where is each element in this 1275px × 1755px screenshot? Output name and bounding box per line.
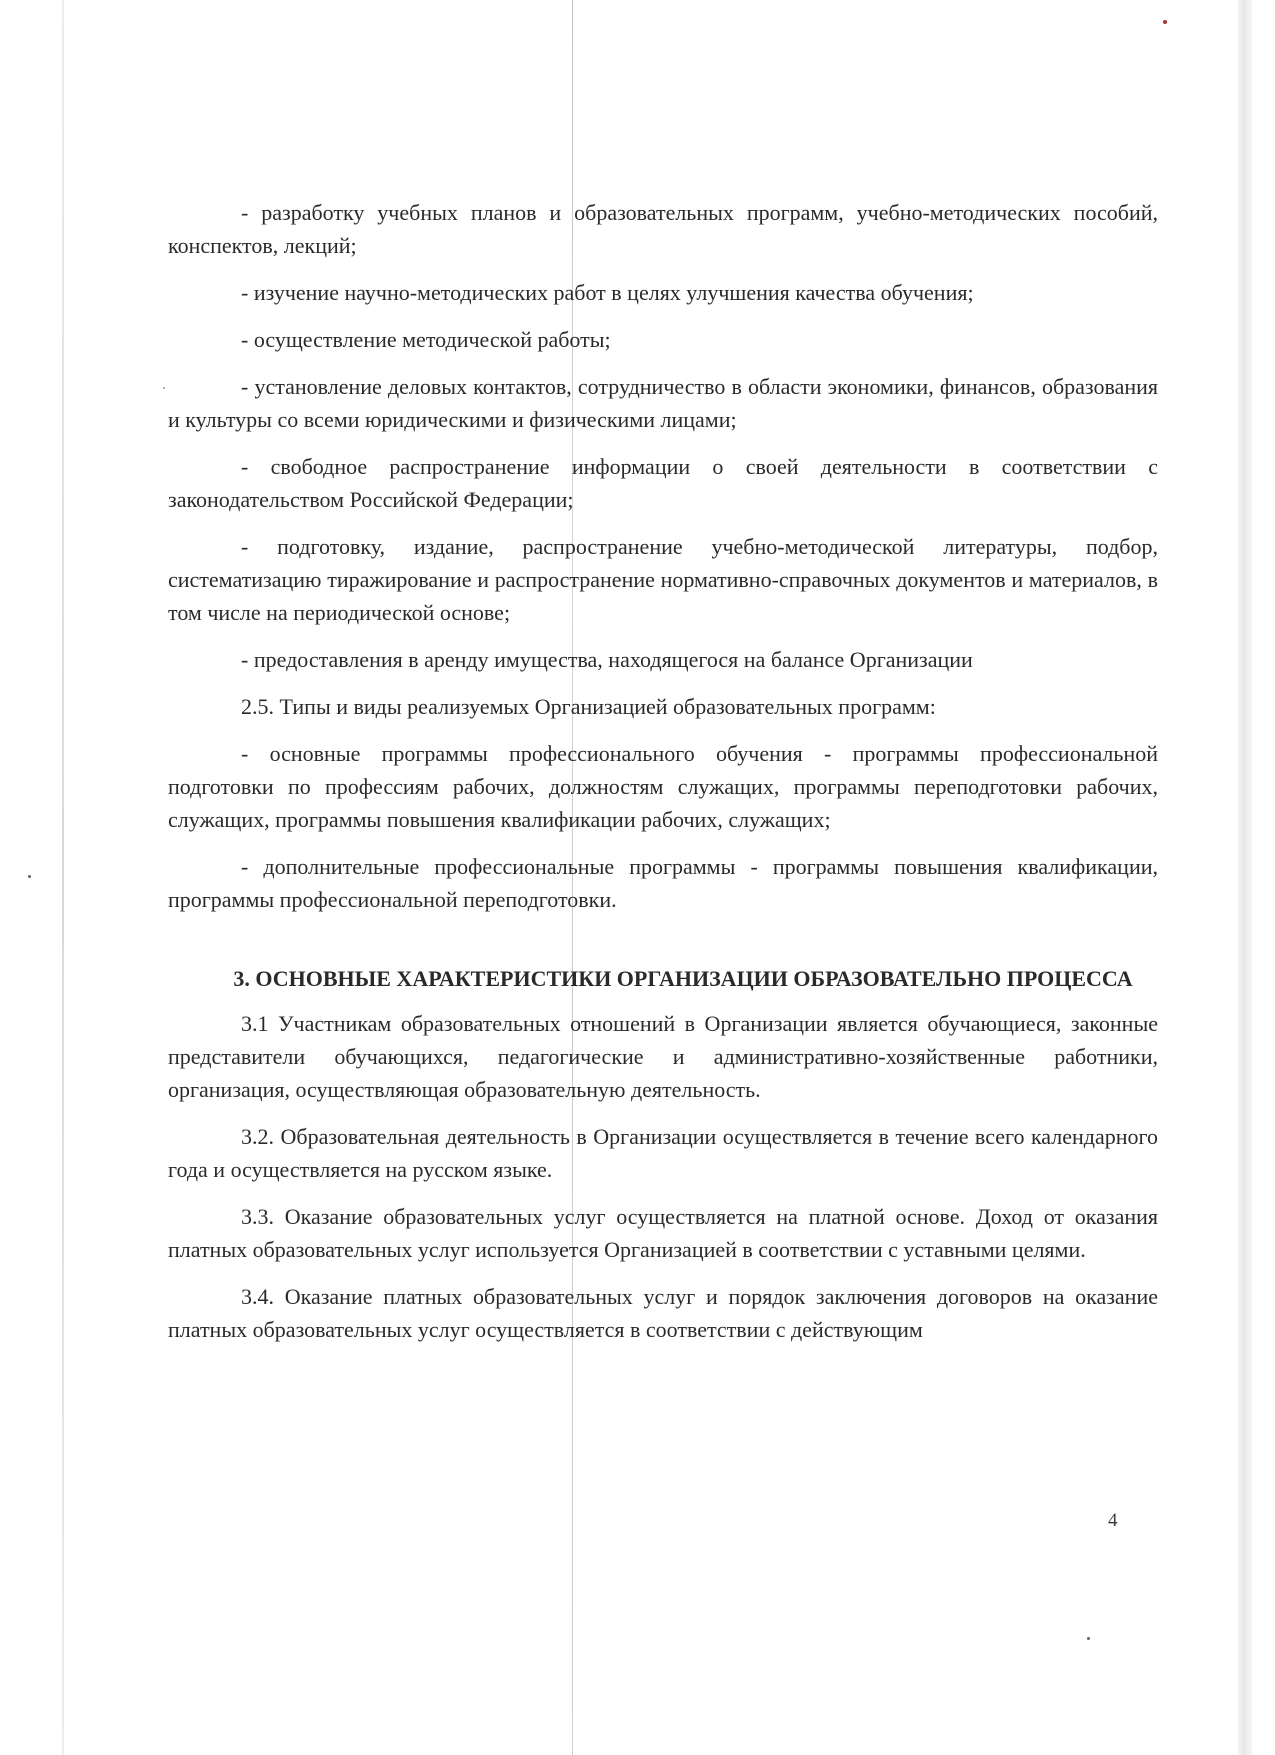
paragraph-curriculum-development: - разработку учебных планов и образовательных программ, учебно-методических пособий, конспектов, лекций; <box>168 200 1158 258</box>
scan-edge-left <box>62 0 64 1755</box>
paragraph-3-3: 3.3. Оказание образовательных услуг осуществляется на платной основе. Доход от оказания платных образовательных услуг используется Организацией в соответствии с уставными целями. <box>168 1204 1158 1262</box>
paragraph-publishing: - подготовку, издание, распространение учебно-методической литературы, подбор, систематизацию тиражирование и распространение нормативно-справочных документов и материалов, в том числе на периодической основе; <box>168 534 1158 625</box>
section-title: 3. ОСНОВНЫЕ ХАРАКТЕРИСТИКИ ОРГАНИЗАЦИИ ОБРАЗОВАТЕЛЬНО ПРОЦЕССА <box>233 966 1133 991</box>
paragraph-methodological-work: - осуществление методической работы; <box>241 327 611 352</box>
paragraph-program-types: 2.5. Типы и виды реализуемых Организацией образовательных программ: <box>241 694 936 719</box>
scan-speck <box>1163 20 1167 24</box>
paragraph-3-1: 3.1 Участникам образовательных отношений в Организации является обучающиеся, законные представители обучающихся, педагогические и административно-хозяйственные работники, организация, осуществляющая образовательную деятельность. <box>168 1011 1158 1102</box>
paragraph-3-4: 3.4. Оказание платных образовательных услуг и порядок заключения договоров на оказание платных образовательных услуг осуществляется в соответствии с действующим <box>168 1284 1158 1342</box>
scan-speck <box>1087 1637 1090 1640</box>
paragraph-additional-programs: - дополнительные профессиональные программы - программы повышения квалификации, программы профессиональной переподготовки. <box>168 854 1158 912</box>
paragraph-basic-programs: - основные программы профессионального обучения - программы профессиональной подготовки по профессиям рабочих, должностям служащих, программы переподготовки рабочих, служащих, программы повышения квалификации рабочих, служащих; <box>168 741 1158 832</box>
paragraph-information-distribution: - свободное распространение информации о своей деятельности в соответствии с законодательством Российской Федерации; <box>168 454 1158 512</box>
paragraph-methodological-study: - изучение научно-методических работ в целях улучшения качества обучения; <box>241 280 974 305</box>
paragraph-business-contacts: - установление деловых контактов, сотрудничество в области экономики, финансов, образования и культуры со всеми юридическими и физическими лицами; <box>168 374 1158 432</box>
paragraph-property-lease: - предоставления в аренду имущества, находящегося на балансе Организации <box>241 647 973 672</box>
scan-speck <box>28 875 31 878</box>
document-body <box>168 196 1158 1360</box>
scan-speck <box>163 387 165 389</box>
paragraph-3-2: 3.2. Образовательная деятельность в Организации осуществляется в течение всего календарного года и осуществляется на русском языке. <box>168 1124 1158 1182</box>
page-number: 4 <box>1108 1510 1118 1531</box>
scan-edge-right <box>1238 0 1252 1755</box>
